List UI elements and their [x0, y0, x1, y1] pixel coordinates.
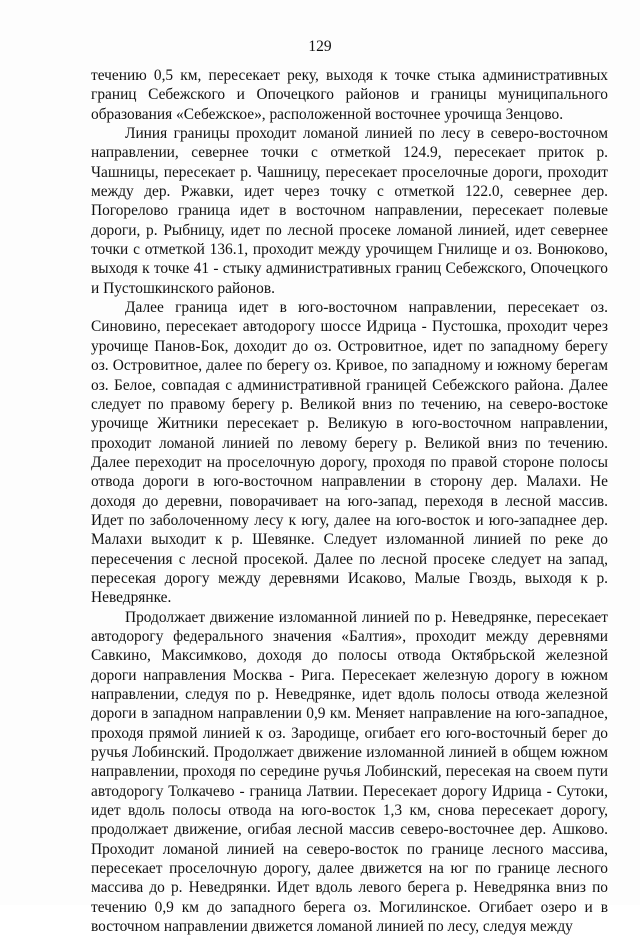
paragraph: Линия границы проходит ломаной линией по лесу в северо-восточном направлении, севернее точки с отметкой 124.9, пересекает приток р. Чашницы, пересекает р. Чашницу, пересекает проселочные дороги, проходит между дер. Ржавки, идет через точку с отметкой 122.0, севернее дер. Погорелово граница идет в восточном направлении, пересекает полевые дороги, р. Рыбницу, идет по лесной просеке ломаной линией, идет севернее точки с отметкой 136.1, проходит между урочищем Гнилище и оз. Вонюково, выходя к точке 41 - стыку административных границ Себежского, Опочецкого и Пустошкинского районов.	[91, 125, 608, 297]
paragraph-continuation: течению 0,5 км, пересекает реку, выходя к точке стыка административных границ Себежского и Опочецкого районов и границы муниципального образования «Себежское», расположенной восточнее урочища Зенцово.	[91, 67, 608, 123]
page-number: 129	[308, 38, 332, 55]
paragraph: Далее граница идет в юго-восточном направлении, пересекает оз. Синовино, пересекает автодорогу шоссе Идрица - Пустошка, проходит через урочище Панов-Бок, доходит до оз. Островитное, идет по западному берегу оз. Островитное, далее по берегу оз. Кривое, по западному и южному берегам оз. Белое, совпадая с административной границей Себежского района. Далее следует по правому берегу р. Великой вниз по течению, на северо-востоке урочище Житники пересекает р. Великую в юго-восточном направлении, проходит ломаной линией по левому берегу р. Великой вниз по течению. Далее переходит на проселочную дорогу, проходя по правой стороне полосы отвода дороги в юго-восточном направлении в сторону дер. Малахи. Не доходя до деревни, поворачивает на юго-запад, переходя в лесной массив. Идет по заболоченному лесу к югу, далее на юго-восток и юго-западнее дер. Малахи выходит к р. Шевянке. Следует изломанной линией по реке до пересечения с лесной просекой. Далее по лесной просеке следует на запад, пересекая дорогу между деревнями Исаково, Малые Гвоздь, выходя к р. Неведрянке.	[91, 299, 608, 607]
document-body	[91, 66, 608, 936]
paragraph: Продолжает движение изломанной линией по р. Неведрянке, пересекает автодорогу федерального значения «Балтия», проходит между деревнями Савкино, Максимково, доходя до полосы отвода Октябрьской железной дороги направления Москва - Рига. Пересекает железную дорогу в южном направлении, следуя по р. Неведрянке, идет вдоль полосы отвода железной дороги в западном направлении 0,9 км. Меняет направление на юго-западное, проходя прямой линией к оз. Зародище, огибает его юго-восточный берег до ручья Лобинский. Продолжает движение изломанной линией в общем южном направлении, проходя по середине ручья Лобинский, пересекая на своем пути автодорогу Толкачево - граница Латвии. Пересекает дорогу Идрица - Сутоки, идет вдоль полосы отвода на юго-восток 1,3 км, снова пересекает дорогу, продолжает движение, огибая лесной массив северо-восточнее дер. Ашково. Проходит ломаной линией на северо-восток по границе лесного массива, пересекает проселочную дорогу, далее движется на юг по границе лесного массива до р. Неведрянки. Идет вдоль левого берега р. Неведрянка вниз по течению 0,9 км до западного берега оз. Могилинское. Огибает озеро и в восточном направлении движется ломаной линией по лесу, следуя между	[91, 608, 608, 936]
